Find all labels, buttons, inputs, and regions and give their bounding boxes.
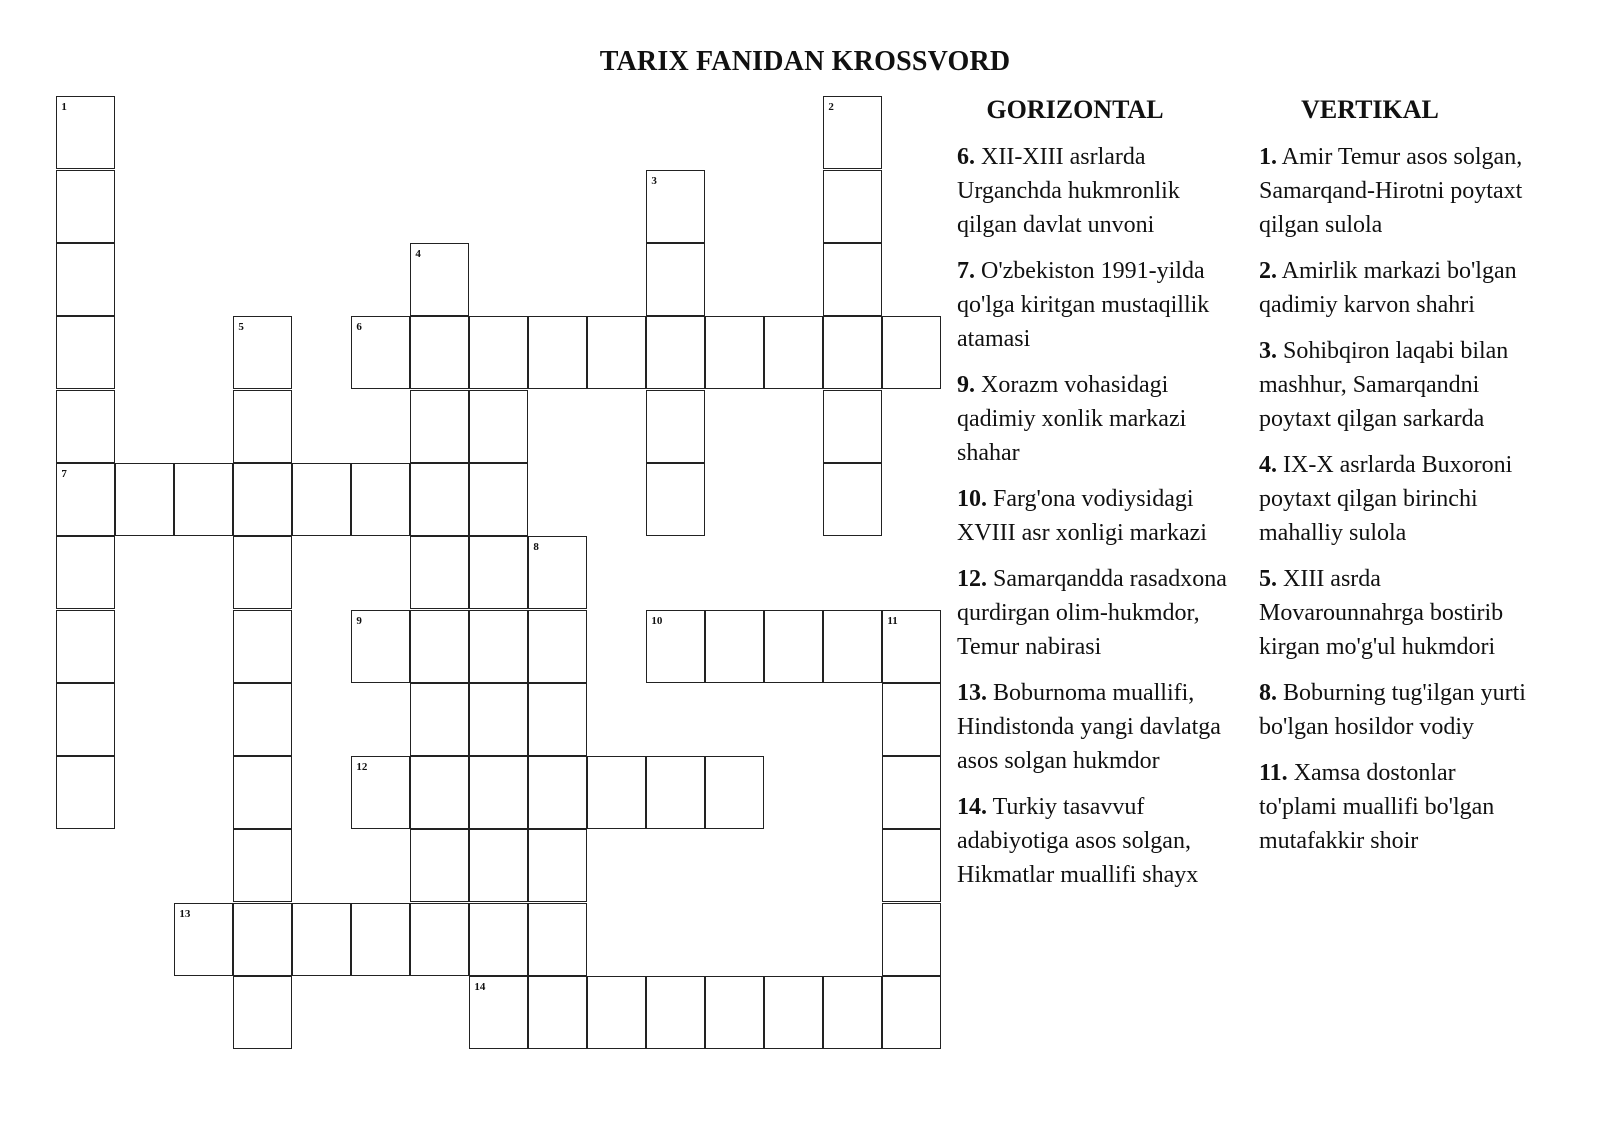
clue-text: Samarqandda rasadxona qurdirgan olim-hukmdor, Temur nabirasi [957,566,1227,660]
crossword-cell[interactable] [469,756,528,829]
clue-number: 8. [1259,680,1277,706]
clue-text: XII-XIII asrlarda Urganchda hukmronlik qilgan davlat unvoni [957,144,1180,238]
clue-number: 1. [1259,144,1277,170]
crossword-cell[interactable] [587,756,646,829]
horizontal-clues [957,140,1237,904]
crossword-cell[interactable] [528,610,587,683]
clue-number: 3. [1259,338,1277,364]
crossword-cell[interactable] [233,536,292,609]
page-title: TARIX FANIDAN KROSSVORD [599,46,1011,77]
clue-number: 5. [1259,566,1277,592]
vertical-clues [1259,140,1539,870]
crossword-cell[interactable] [351,463,410,536]
crossword-cell[interactable] [410,610,469,683]
crossword-cell[interactable] [587,976,646,1049]
crossword-cell[interactable] [469,390,528,463]
horizontal-clue [957,368,1237,470]
crossword-cell[interactable] [233,756,292,829]
clue-number: 2. [1259,258,1277,284]
crossword-cell[interactable] [705,976,764,1049]
crossword-cell[interactable] [410,756,469,829]
crossword-cell[interactable] [646,170,705,243]
cell-number: 13 [179,907,191,920]
crossword-cell[interactable] [56,170,115,243]
crossword-cell[interactable] [882,683,941,756]
crossword-cell[interactable] [823,976,882,1049]
crossword-cell[interactable] [469,976,528,1049]
clue-number: 7. [957,258,975,284]
crossword-cell[interactable] [410,316,469,389]
crossword-cell[interactable] [646,316,705,389]
crossword-cell[interactable] [469,536,528,609]
crossword-cell[interactable] [233,463,292,536]
crossword-cell[interactable] [764,610,823,683]
crossword-cell[interactable] [469,610,528,683]
crossword-cell[interactable] [56,243,115,316]
crossword-cell[interactable] [233,976,292,1049]
crossword-cell[interactable] [528,903,587,976]
horizontal-clue [957,140,1237,242]
clue-number: 12. [957,566,987,592]
crossword-cell[interactable] [705,316,764,389]
crossword-cell[interactable] [56,683,115,756]
vertical-clue [1259,254,1539,322]
clue-text: Xamsa dostonlar to'plami muallifi bo'lgan mutafakkir shoir [1259,760,1495,854]
clue-number: 14. [957,794,987,820]
crossword-cell[interactable] [233,610,292,683]
cell-number: 1 [61,101,67,114]
crossword-cell[interactable] [528,829,587,902]
clue-text: O'zbekiston 1991-yilda qo'lga kiritgan mustaqillik atamasi [957,258,1210,352]
crossword-cell[interactable] [587,316,646,389]
crossword-cell[interactable] [882,903,941,976]
horizontal-clue [957,676,1237,778]
clue-number: 13. [957,680,987,706]
crossword-cell[interactable] [115,463,174,536]
clue-text: Sohibqiron laqabi bilan mashhur, Samarqandni poytaxt qilgan sarkarda [1259,338,1509,432]
vertical-clue [1259,562,1539,664]
crossword-cell[interactable] [823,170,882,243]
clue-text: XIII asrda Movarounnahrga bostirib kirgan mo'g'ul hukmdori [1259,566,1504,660]
horizontal-clue [957,790,1237,892]
horizontal-clue [957,254,1237,356]
crossword-cell[interactable] [56,390,115,463]
crossword-cell[interactable] [410,903,469,976]
cell-number: 2 [828,101,834,114]
horizontal-clue [957,562,1237,664]
cell-number: 11 [887,614,898,627]
clue-text: Xorazm vohasidagi qadimiy xonlik markazi shahar [957,372,1187,466]
clue-number: 6. [957,144,975,170]
cell-number: 7 [61,467,67,480]
clue-number: 9. [957,372,975,398]
crossword-cell[interactable] [351,903,410,976]
crossword-cell[interactable] [174,903,233,976]
crossword-cell[interactable] [823,316,882,389]
cell-number: 9 [356,614,362,627]
crossword-cell[interactable] [528,536,587,609]
crossword-cell[interactable] [764,316,823,389]
crossword-cell[interactable] [646,463,705,536]
crossword-cell[interactable] [528,316,587,389]
clue-text: Turkiy tasavvuf adabiyotiga asos solgan, Hikmatlar muallifi shayx [957,794,1199,888]
clue-text: IX-X asrlarda Buxoroni poytaxt qilgan birinchi mahalliy sulola [1259,452,1513,546]
cell-number: 5 [238,321,244,334]
vertical-heading: VERTIKAL [1301,95,1439,124]
crossword-cell[interactable] [823,463,882,536]
crossword-cell[interactable] [882,756,941,829]
crossword-cell[interactable] [882,316,941,389]
crossword-cell[interactable] [233,829,292,902]
cell-number: 6 [356,321,362,334]
clue-number: 4. [1259,452,1277,478]
vertical-clue [1259,756,1539,858]
cell-number: 14 [474,981,486,993]
vertical-clue [1259,334,1539,436]
vertical-clue [1259,140,1539,242]
crossword-cell[interactable] [56,756,115,829]
crossword-cell[interactable] [469,463,528,536]
crossword-cell[interactable] [646,610,705,683]
clue-text: Amir Temur asos solgan, Samarqand-Hirotni poytaxt qilgan sulola [1259,144,1523,238]
crossword-cell[interactable] [410,463,469,536]
crossword-cell[interactable] [646,976,705,1049]
crossword-cell[interactable] [823,610,882,683]
crossword-cell[interactable] [646,756,705,829]
crossword-cell[interactable] [528,756,587,829]
crossword-cell[interactable] [351,316,410,389]
crossword-cell[interactable] [410,829,469,902]
cell-number: 3 [651,174,657,187]
crossword-cell[interactable] [233,903,292,976]
crossword-cell[interactable] [823,390,882,463]
crossword-cell[interactable] [410,536,469,609]
crossword-cell[interactable] [233,390,292,463]
clue-text: Boburnoma muallifi, Hindistonda yangi davlatga asos solgan hukmdor [957,680,1221,774]
crossword-cell[interactable] [469,903,528,976]
crossword-cell[interactable] [351,610,410,683]
clue-text: Amirlik markazi bo'lgan qadimiy karvon shahri [1259,258,1517,318]
crossword-cell[interactable] [882,976,941,1049]
clue-text: Boburning tug'ilgan yurti bo'lgan hosildor vodiy [1259,680,1526,740]
crossword-cell[interactable] [764,976,823,1049]
crossword-cell[interactable] [56,463,115,536]
clue-number: 11. [1259,760,1288,786]
crossword-cell[interactable] [705,610,764,683]
cell-number: 12 [356,761,368,774]
crossword-cell[interactable] [233,683,292,756]
clue-text: Farg'ona vodiysidagi XVIII asr xonligi markazi [957,486,1207,546]
horizontal-clue [957,482,1237,550]
cell-number: 10 [651,614,663,627]
cell-number: 8 [533,541,539,554]
cell-number: 4 [415,248,421,260]
crossword-cell[interactable] [469,829,528,902]
crossword-cell[interactable] [646,390,705,463]
crossword-cell[interactable] [882,829,941,902]
crossword-cell[interactable] [646,243,705,316]
crossword-cell[interactable] [292,903,351,976]
crossword-cell[interactable] [233,316,292,389]
vertical-clue [1259,448,1539,550]
crossword-cell[interactable] [410,683,469,756]
crossword-cell[interactable] [56,536,115,609]
vertical-clue [1259,676,1539,744]
crossword-cell[interactable] [56,316,115,389]
crossword-cell[interactable] [410,243,469,316]
crossword-cell[interactable] [882,610,941,683]
crossword-cell[interactable] [528,976,587,1049]
crossword-cell[interactable] [174,463,233,536]
crossword-cell[interactable] [823,96,882,169]
crossword-cell[interactable] [469,316,528,389]
crossword-cell[interactable] [705,756,764,829]
crossword-cell[interactable] [56,96,115,169]
crossword-cell[interactable] [823,243,882,316]
crossword-cell[interactable] [56,610,115,683]
crossword-cell[interactable] [469,683,528,756]
horizontal-heading: GORIZONTAL [986,95,1164,124]
crossword-cell[interactable] [410,390,469,463]
crossword-cell[interactable] [292,463,351,536]
clue-number: 10. [957,486,987,512]
crossword-cell[interactable] [351,756,410,829]
crossword-cell[interactable] [528,683,587,756]
